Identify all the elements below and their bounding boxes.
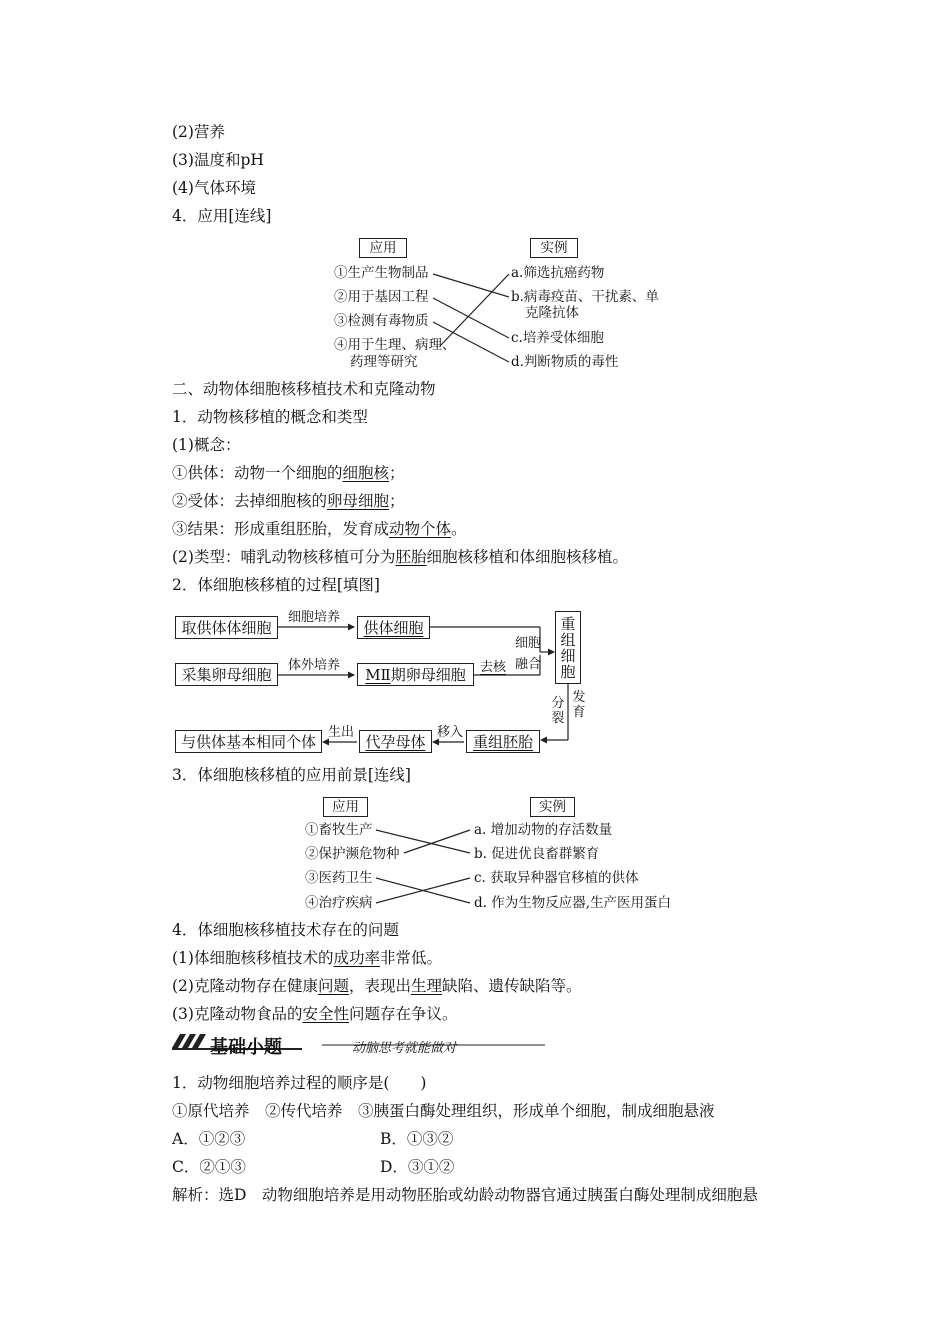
flow-label-enucleate: 去核 [480, 660, 507, 675]
match1-left-header: 应用 [359, 238, 407, 258]
answer-blank: 动物个体 [389, 520, 452, 538]
answer-blank: 重组胚胎 [472, 733, 533, 751]
flow-surrogate [359, 730, 432, 753]
flow-label-transfer: 移入 [437, 725, 464, 740]
flow-donor-somatic-cell: 取供体体细胞 [175, 616, 278, 639]
question-stem: 1．动物细胞培养过程的顺序是( ) [172, 1074, 427, 1092]
text-line: (3)温度和pH [172, 151, 264, 169]
section-title: 二、动物体细胞核移植技术和克隆动物 [172, 380, 436, 398]
text-line: 4．应用[连线] [172, 207, 272, 225]
flow-label-culture: 细胞培养 [288, 610, 341, 625]
text: 问题存在争议。 [348, 1005, 458, 1023]
match1-right-b2: 克隆抗体 [525, 305, 579, 321]
text-line: (4)气体环境 [172, 179, 256, 197]
match2-left-3: ③医药卫生 [305, 870, 373, 886]
answer-blank: MⅡ [365, 665, 391, 684]
match2-left-2: ②保护濒危物种 [305, 846, 400, 862]
answer-blank: 供体细胞 [363, 619, 424, 637]
text: 缺陷、遗传缺陷等。 [442, 977, 582, 995]
option-c: C．②①③ [172, 1158, 246, 1176]
question-items: ①原代培养 ②传代培养 ③胰蛋白酶处理组织，形成单个细胞，制成细胞悬液 [172, 1102, 715, 1120]
match2-right-d: d. 作为生物反应器,生产医用蛋白 [474, 895, 672, 911]
answer-blank: 卵母细胞 [327, 492, 390, 510]
subsection-title: 4．体细胞核移植技术存在的问题 [172, 921, 399, 939]
match1-right-d: d.判断物质的毒性 [511, 354, 619, 370]
banner-subtitle: 动脑思考就能做对 [352, 1041, 457, 1056]
flow-donor-cell [357, 616, 430, 639]
subsection-title: 1．动物核移植的概念和类型 [172, 408, 368, 426]
flow-mii-oocyte [357, 663, 474, 686]
text: ，表现出 [348, 977, 411, 995]
match1-left-3: ③检测有毒物质 [334, 313, 429, 329]
flow-recombinant-cell [555, 611, 581, 684]
answer-blank: 代孕母体 [365, 733, 426, 751]
flow-label-develop: 发育 [572, 690, 586, 720]
problem-line-1 [172, 948, 442, 968]
match2-left-header: 应用 [323, 797, 368, 817]
match2-left-1: ①畜牧生产 [305, 822, 373, 838]
result-line [172, 519, 467, 539]
match1-left-4b: 药理等研究 [350, 354, 418, 370]
subsection-title: 3．体细胞核移植的应用前景[连线] [172, 766, 411, 784]
donor-line [172, 463, 405, 483]
answer-blank: 问题 [317, 977, 349, 995]
type-line [172, 547, 628, 567]
text: ； [389, 492, 405, 510]
text: 非常低。 [379, 949, 442, 967]
match2-right-header: 实例 [530, 797, 575, 817]
subsection-title: 2．体细胞核移植的过程[填图] [172, 576, 380, 594]
flow-offspring: 与供体基本相同个体 [175, 730, 322, 753]
match2-right-c: c. 获取异种器官移植的供体 [474, 870, 639, 886]
option-d: D．③①② [380, 1158, 455, 1176]
problem-line-3 [172, 1004, 458, 1024]
match1-right-b: b.病毒疫苗、干扰素、单 [511, 289, 659, 305]
text: 。 [451, 520, 467, 538]
flow-label-fusion1: 细胞 [515, 636, 542, 651]
flow-label-fusion2: 融合 [515, 657, 542, 672]
problem-line-2 [172, 976, 582, 996]
text: ①供体：动物一个细胞的 [172, 464, 343, 482]
answer-blank: 成功率 [333, 949, 380, 967]
match1-left-4: ④用于生理、病理、 [334, 337, 456, 353]
flow-label-birth: 生出 [328, 725, 355, 740]
text: ③结果：形成重组胚胎，发育成 [172, 520, 390, 538]
banner-title: 基础小题 [210, 1037, 282, 1058]
answer-blank: 细胞核 [342, 464, 390, 482]
text: (3)克隆动物食品的 [172, 1005, 303, 1023]
option-b: B．①③② [380, 1130, 454, 1148]
answer-blank: 生理 [411, 977, 443, 995]
match1-right-a: a.筛选抗癌药物 [511, 265, 605, 281]
text: (1)体细胞核移植技术的 [172, 949, 334, 967]
flow-collect-oocyte: 采集卵母细胞 [175, 663, 278, 686]
flow-recombinant-embryo [466, 730, 540, 753]
recipient-line [172, 491, 405, 511]
match2-right-b: b. 促进优良畜群繁育 [474, 846, 600, 862]
option-a: A．①②③ [172, 1130, 246, 1148]
match1-left-2: ②用于基因工程 [334, 289, 429, 305]
text: 细胞核移植和体细胞核移植。 [426, 548, 628, 566]
match2-left-4: ④治疗疾病 [305, 895, 373, 911]
flow-label-divide: 分裂 [551, 696, 565, 726]
text: (2)克隆动物存在健康 [172, 977, 318, 995]
text-line: (1)概念： [172, 436, 241, 454]
text: 期卵母细胞 [390, 666, 466, 684]
text: ②受体：去掉细胞核的 [172, 492, 328, 510]
flow-label-invitro: 体外培养 [288, 658, 341, 673]
text: (2)类型：哺乳动物核移植可分为 [172, 548, 396, 566]
match1-right-header: 实例 [530, 238, 578, 258]
match1-right-c: c.培养受体细胞 [511, 330, 604, 346]
text-line: (2)营养 [172, 123, 225, 141]
analysis-line: 解析：选D 动物细胞培养是用动物胚胎或幼龄动物器官通过胰蛋白酶处理制成细胞悬 [172, 1186, 758, 1204]
match2-right-a: a. 增加动物的存活数量 [474, 822, 613, 838]
text: 重组细胞 [558, 615, 577, 680]
answer-blank: 胚胎 [395, 548, 427, 566]
answer-blank: 安全性 [302, 1005, 349, 1023]
text: ； [389, 464, 405, 482]
match1-left-1: ①生产生物制品 [334, 265, 429, 281]
